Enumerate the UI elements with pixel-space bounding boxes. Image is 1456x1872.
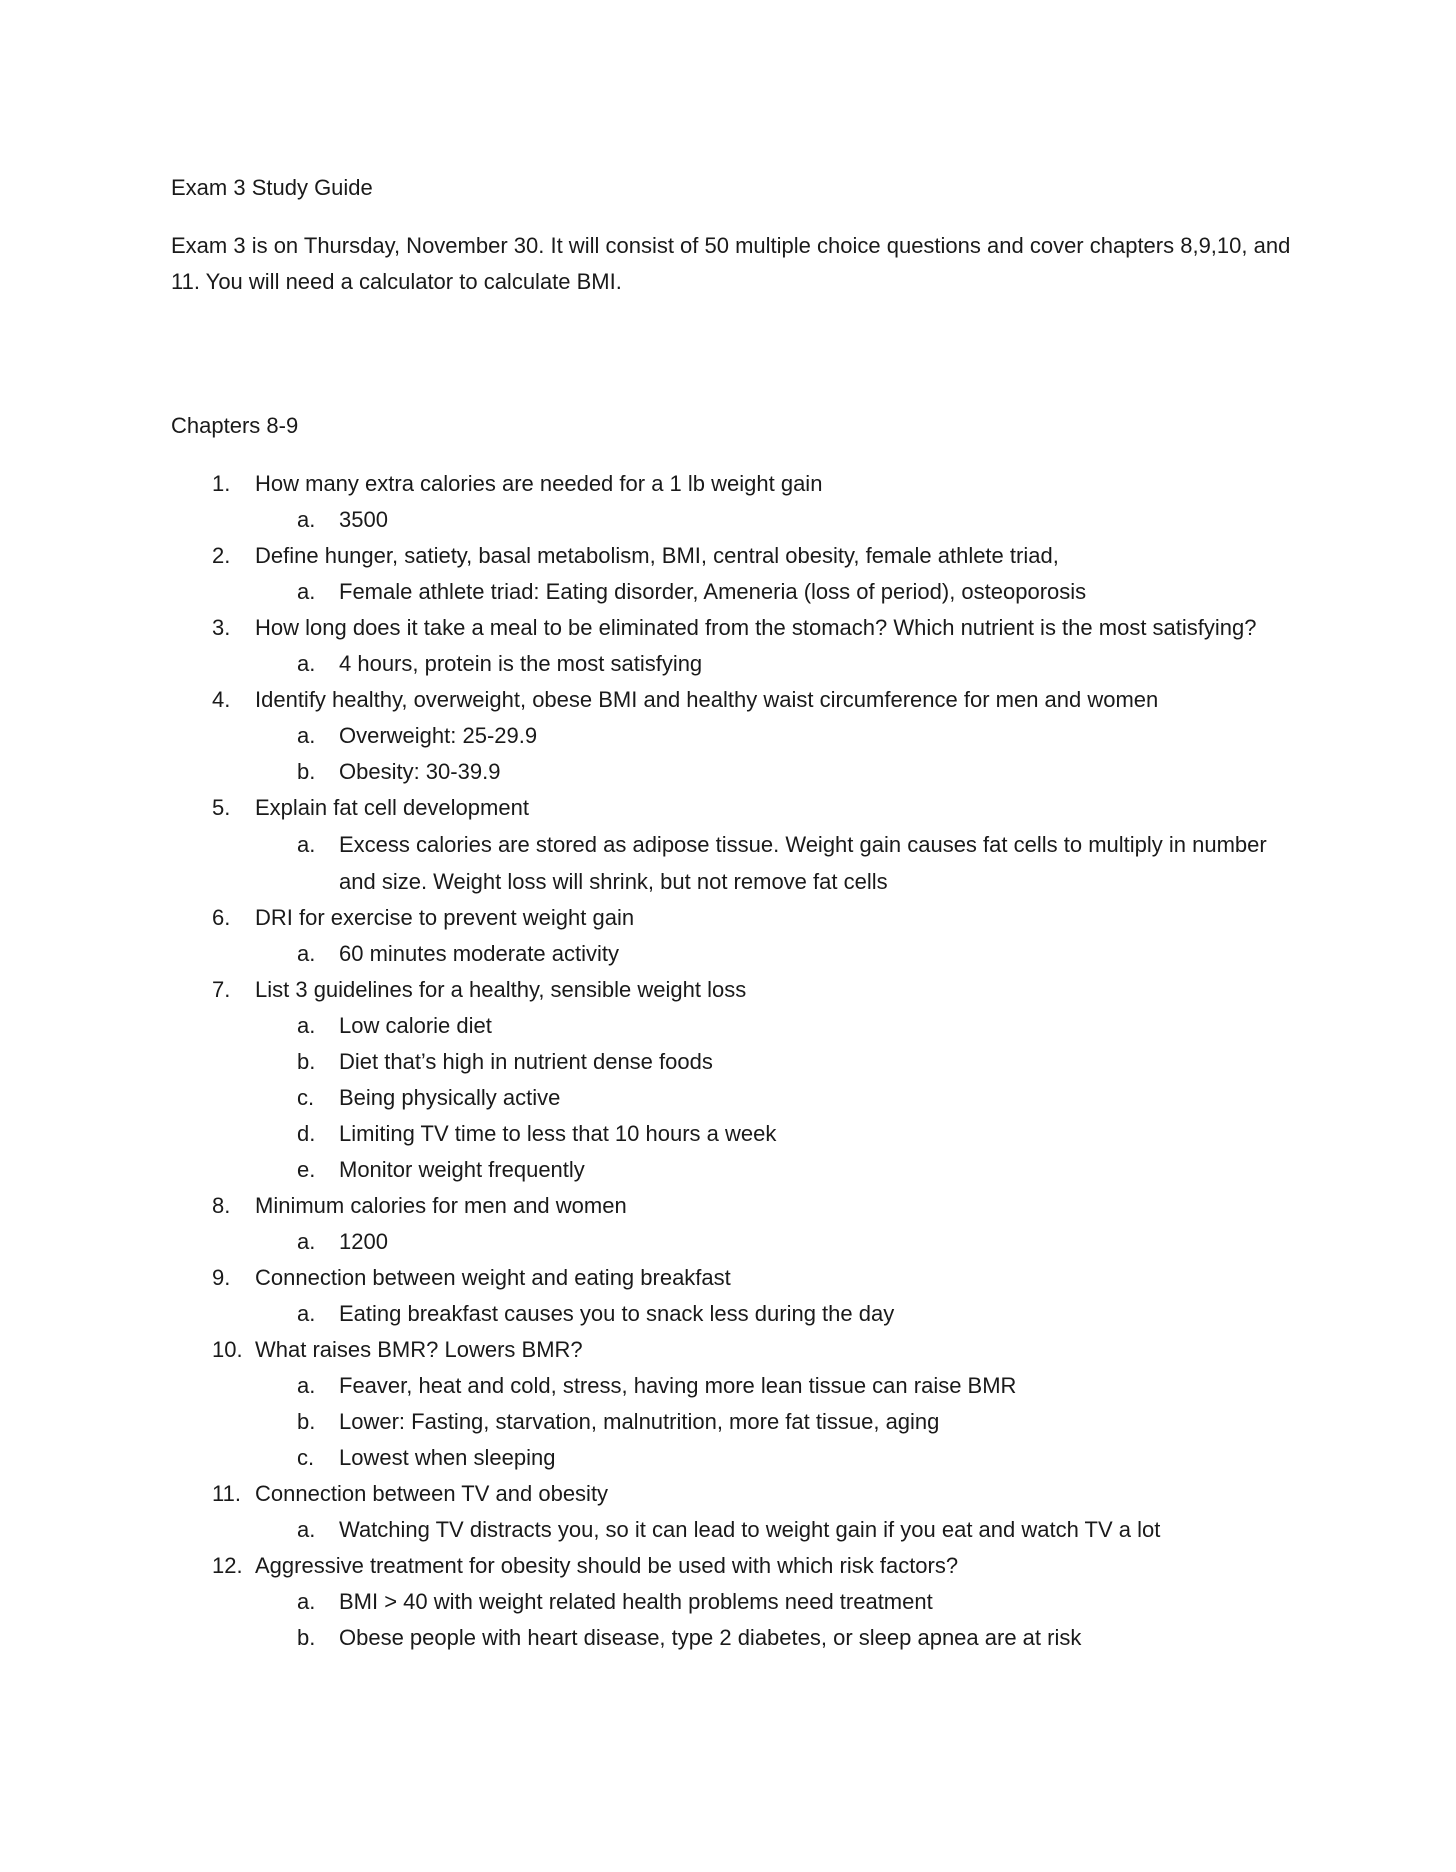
question-item	[171, 466, 1291, 538]
question-item	[171, 1260, 1291, 1332]
answer-list	[255, 1368, 1291, 1476]
question-number: 6.	[212, 905, 231, 930]
answer-item	[255, 1116, 1291, 1152]
document-page	[171, 170, 1291, 1656]
question-number: 12.	[212, 1553, 243, 1578]
answer-item	[255, 1440, 1291, 1476]
answer-item	[255, 1008, 1291, 1044]
question-text: Connection between TV and obesity	[255, 1481, 609, 1506]
answer-item	[255, 1620, 1291, 1656]
question-number: 11.	[212, 1481, 241, 1506]
answer-text: Feaver, heat and cold, stress, having more lean tissue can raise BMR	[339, 1373, 1017, 1398]
answer-text: 4 hours, protein is the most satisfying	[339, 651, 703, 676]
answer-text: BMI > 40 with weight related health problems need treatment	[339, 1589, 933, 1614]
answer-text: Watching TV distracts you, so it can lead to weight gain if you eat and watch TV a lot	[339, 1517, 1161, 1542]
answer-letter: a.	[297, 1229, 316, 1254]
answer-letter: c.	[297, 1085, 315, 1110]
question-number: 1.	[212, 471, 231, 496]
answer-letter: a.	[297, 1013, 316, 1038]
answer-item	[255, 936, 1291, 972]
answer-item	[255, 1404, 1291, 1440]
answer-item	[255, 718, 1291, 754]
question-number: 2.	[212, 543, 231, 568]
answer-letter: b.	[297, 1625, 316, 1650]
answer-text: 3500	[339, 507, 388, 532]
answer-text: Obese people with heart disease, type 2 diabetes, or sleep apnea are at risk	[339, 1625, 1082, 1650]
document-title: Exam 3 Study Guide	[171, 175, 373, 200]
answer-item	[255, 1044, 1291, 1080]
answer-item	[255, 1224, 1291, 1260]
question-number: 4.	[212, 687, 231, 712]
answer-list	[255, 1296, 1291, 1332]
answer-list	[255, 1008, 1291, 1188]
question-number: 5.	[212, 795, 231, 820]
question-number: 7.	[212, 977, 231, 1002]
answer-letter: d.	[297, 1121, 316, 1146]
answer-list	[255, 1224, 1291, 1260]
answer-list	[255, 1584, 1291, 1656]
question-text: Explain fat cell development	[255, 795, 529, 820]
answer-text: 60 minutes moderate activity	[339, 941, 620, 966]
answer-text: Lowest when sleeping	[339, 1445, 556, 1470]
answer-letter: a.	[297, 1373, 316, 1398]
answer-text: Low calorie diet	[339, 1013, 492, 1038]
question-item	[171, 610, 1291, 682]
answer-text: Diet that’s high in nutrient dense foods	[339, 1049, 713, 1074]
question-text: Define hunger, satiety, basal metabolism, BMI, central obesity, female athlete triad,	[255, 543, 1059, 568]
intro-paragraph: Exam 3 is on Thursday, November 30. It will consist of 50 multiple choice questions and cover chapters 8,9,10, and 11. You will need a calculator to calculate BMI.	[171, 233, 1291, 294]
question-text: What raises BMR? Lowers BMR?	[255, 1337, 583, 1362]
answer-letter: c.	[297, 1445, 315, 1470]
question-text: Aggressive treatment for obesity should be used with which risk factors?	[255, 1553, 959, 1578]
answer-list	[255, 646, 1291, 682]
answer-list	[255, 502, 1291, 538]
section-heading: Chapters 8-9	[171, 413, 299, 438]
question-item	[171, 790, 1291, 900]
answer-item	[255, 574, 1291, 610]
question-text: DRI for exercise to prevent weight gain	[255, 905, 635, 930]
question-text: How many extra calories are needed for a 1 lb weight gain	[255, 471, 823, 496]
answer-item	[255, 646, 1291, 682]
question-number: 10.	[212, 1337, 243, 1362]
answer-text: 1200	[339, 1229, 388, 1254]
question-text: Identify healthy, overweight, obese BMI and healthy waist circumference for men and women	[255, 687, 1159, 712]
answer-item	[255, 826, 1291, 900]
answer-letter: a.	[297, 579, 316, 604]
question-text: How long does it take a meal to be eliminated from the stomach? Which nutrient is the most satisfying?	[255, 615, 1257, 640]
answer-list	[255, 1512, 1291, 1548]
question-text: Connection between weight and eating breakfast	[255, 1265, 731, 1290]
question-item	[171, 900, 1291, 972]
answer-letter: e.	[297, 1157, 316, 1182]
answer-text: Monitor weight frequently	[339, 1157, 585, 1182]
answer-text: Eating breakfast causes you to snack less during the day	[339, 1301, 895, 1326]
answer-letter: a.	[297, 1301, 316, 1326]
question-item	[171, 1548, 1291, 1656]
answer-item	[255, 1080, 1291, 1116]
answer-text: Obesity: 30-39.9	[339, 759, 501, 784]
answer-item	[255, 1368, 1291, 1404]
answer-item	[255, 1296, 1291, 1332]
question-item	[171, 1332, 1291, 1476]
answer-letter: a.	[297, 507, 316, 532]
answer-letter: a.	[297, 651, 316, 676]
question-text: Minimum calories for men and women	[255, 1193, 627, 1218]
answer-list	[255, 718, 1291, 790]
question-item	[171, 538, 1291, 610]
answer-letter: a.	[297, 1589, 316, 1614]
question-number: 3.	[212, 615, 231, 640]
question-item	[171, 1188, 1291, 1260]
answer-list	[255, 574, 1291, 610]
answer-text: Female athlete triad: Eating disorder, Ameneria (loss of period), osteoporosis	[339, 579, 1087, 604]
answer-text: Excess calories are stored as adipose tissue. Weight gain causes fat cells to multiply in number and size. Weight loss will shrink, but not remove fat cells	[339, 832, 1267, 894]
answer-letter: a.	[297, 941, 316, 966]
question-list	[171, 466, 1291, 1656]
answer-letter: a.	[297, 832, 316, 857]
answer-list	[255, 826, 1291, 900]
answer-text: Lower: Fasting, starvation, malnutrition, more fat tissue, aging	[339, 1409, 940, 1434]
question-number: 8.	[212, 1193, 231, 1218]
question-number: 9.	[212, 1265, 231, 1290]
answer-text: Limiting TV time to less that 10 hours a week	[339, 1121, 777, 1146]
question-item	[171, 1476, 1291, 1548]
answer-letter: b.	[297, 1049, 316, 1074]
answer-letter: b.	[297, 759, 316, 784]
answer-item	[255, 1512, 1291, 1548]
answer-item	[255, 502, 1291, 538]
answer-letter: a.	[297, 723, 316, 748]
answer-letter: a.	[297, 1517, 316, 1542]
question-item	[171, 972, 1291, 1188]
answer-letter: b.	[297, 1409, 316, 1434]
answer-item	[255, 1152, 1291, 1188]
question-text: List 3 guidelines for a healthy, sensible weight loss	[255, 977, 747, 1002]
answer-text: Being physically active	[339, 1085, 561, 1110]
answer-item	[255, 1584, 1291, 1620]
answer-text: Overweight: 25-29.9	[339, 723, 538, 748]
answer-list	[255, 936, 1291, 972]
question-item	[171, 682, 1291, 790]
answer-item	[255, 754, 1291, 790]
